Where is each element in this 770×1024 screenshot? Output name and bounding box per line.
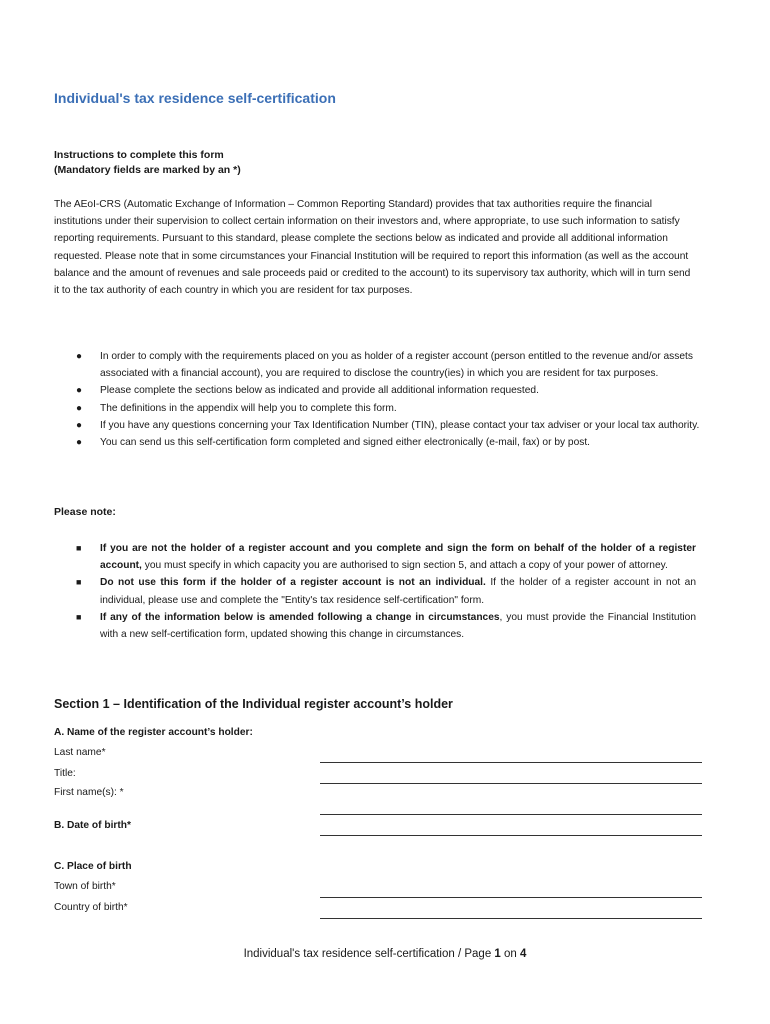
intro-paragraph: The AEoI-CRS (Automatic Exchange of Information – Common Reporting Standard) provides that tax authorities require the financial institutions under their supervision to collect certain information on their investors and, where appropriate, to use such information to satisfy reporting requirements. Pursuant to this standard, please complete the sections below as indicated and provide all additional information requested. Please note that in some circumstances your Financial Institution will be required to report this information (as well as the account balance and the amount of revenues and sale proceeds paid or credited to the account) to its supervisory tax authority, which will in turn send it to the tax authority of each country in which you are resident for tax purposes. <box>54 199 691 297</box>
page-title: Individual's tax residence self-certification <box>54 90 336 106</box>
country-of-birth-field[interactable] <box>320 918 702 919</box>
square-bullet-icon: ■ <box>76 543 82 553</box>
bullet-item <box>54 348 704 382</box>
country-of-birth-label: Country of birth* <box>54 902 128 913</box>
note-bold-text: Do not use this form if the holder of a register account is not an individual. <box>100 577 486 589</box>
bullet-text: Please complete the sections below as indicated and provide all additional information requested. <box>100 385 539 397</box>
bullet-text: You can send us this self-certification form completed and signed either electronically (e-mail, fax) or by post. <box>100 437 590 449</box>
section1-heading: Section 1 – Identification of the Individual register account’s holder <box>54 697 453 711</box>
date-of-birth-field[interactable] <box>320 835 702 836</box>
mandatory-note: (Mandatory fields are marked by an *) <box>54 164 241 176</box>
footer-page-number: 1 <box>494 948 501 960</box>
bullet-item <box>54 400 704 417</box>
town-of-birth-label: Town of birth* <box>54 881 116 892</box>
footer-prefix: Individual's tax residence self-certification / Page <box>243 948 495 960</box>
note-text: , you must provide the Financial Institution with a new self-certification form, updated showing this change in circumstances. <box>100 611 696 641</box>
note-bold-text: If you are not the holder of a register account and you complete and sign the form on behalf of the holder of a register account, <box>100 543 696 572</box>
page-footer <box>0 948 770 960</box>
bullet-text: In order to comply with the requirements placed on you as holder of a register account (person entitled to the revenue and/or assets associated with a financial account), you are required to disclose the country(ies) in which you are resident for tax purposes. <box>100 351 693 380</box>
title-label: Title: <box>54 768 76 779</box>
town-of-birth-field[interactable] <box>320 897 702 898</box>
bullet-icon: ● <box>76 385 83 397</box>
note-text: If the holder of a register account in not an individual, please use and complete the "Entity's tax residence self-certification" form. <box>100 577 697 606</box>
note-item <box>54 540 696 574</box>
footer-middle: on <box>500 948 521 960</box>
please-note-list <box>54 540 696 643</box>
please-note-heading: Please note: <box>54 506 116 518</box>
first-names-label: First name(s): * <box>54 787 124 798</box>
first-names-field[interactable] <box>320 814 702 815</box>
note-bold-text: If any of the information below is amended following a change in circumstances <box>100 611 500 623</box>
square-bullet-icon: ■ <box>76 577 82 588</box>
square-bullet-icon: ■ <box>76 611 82 622</box>
bullet-icon: ● <box>76 419 83 431</box>
last-name-field[interactable] <box>320 762 702 763</box>
last-name-label: Last name* <box>54 747 106 758</box>
note-text: you must specify in which capacity you are authorised to sign section 5, and attach a copy of your power of attorney. <box>141 560 668 572</box>
note-item <box>54 574 696 608</box>
bullet-item <box>54 434 704 451</box>
bullet-item <box>54 382 704 399</box>
bullet-item <box>54 417 704 434</box>
bullet-text: If you have any questions concerning your Tax Identification Number (TIN), please contact your tax adviser or your local tax authority. <box>100 419 700 431</box>
note-item <box>54 609 696 643</box>
instructions-heading: Instructions to complete this form <box>54 149 224 161</box>
instructions-bullet-list <box>54 348 704 451</box>
holder-name-heading: A. Name of the register account’s holder: <box>54 727 253 738</box>
instructions <box>54 148 241 178</box>
bullet-icon: ● <box>76 351 83 362</box>
bullet-text: The definitions in the appendix will help you to complete this form. <box>100 402 397 414</box>
footer-page-total: 4 <box>520 948 527 960</box>
bullet-icon: ● <box>76 437 83 449</box>
title-field[interactable] <box>320 783 702 784</box>
date-of-birth-heading: B. Date of birth* <box>54 820 131 831</box>
place-of-birth-heading: C. Place of birth <box>54 861 132 872</box>
bullet-icon: ● <box>76 402 83 414</box>
